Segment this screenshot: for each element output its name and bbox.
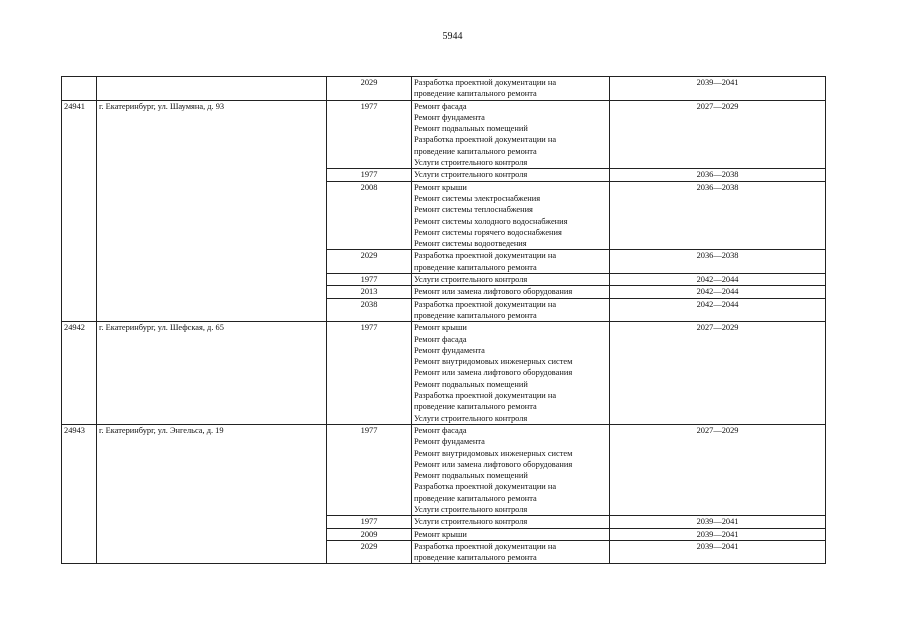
work-item: Разработка проектной документации на	[414, 251, 557, 261]
work-item: Разработка проектной документации на	[414, 299, 557, 309]
period-cell: 2042—2044	[610, 286, 826, 298]
work-item: проведение капитального ремонта	[414, 493, 537, 503]
work-item: Разработка проектной документации на	[414, 135, 557, 145]
work-item: Ремонт крыши	[414, 323, 467, 333]
works-cell	[412, 322, 610, 425]
works-cell	[412, 540, 610, 564]
table-body	[62, 77, 826, 564]
work-item: Ремонт или замена лифтового оборудования	[414, 368, 573, 378]
work-item: проведение капитального ремонта	[414, 146, 537, 156]
works-cell	[412, 286, 610, 298]
year-cell: 2008	[327, 181, 412, 250]
work-item: Ремонт крыши	[414, 182, 467, 192]
period-cell: 2027—2029	[610, 322, 826, 425]
house-id-cell	[62, 77, 97, 101]
work-item: Услуги строительного контроля	[414, 517, 528, 527]
table-row	[62, 100, 826, 169]
work-item: Ремонт фундамента	[414, 112, 485, 122]
work-item: Ремонт крыши	[414, 529, 467, 539]
year-cell: 1977	[327, 169, 412, 181]
work-item: Ремонт системы холодного водоснабжения	[414, 216, 568, 226]
year-cell: 2013	[327, 286, 412, 298]
works-cell	[412, 181, 610, 250]
period-cell: 2042—2044	[610, 274, 826, 286]
work-item: проведение капитального ремонта	[414, 310, 537, 320]
address-cell: г. Екатеринбург, ул. Шаумяна, д. 93	[97, 100, 327, 322]
period-cell: 2042—2044	[610, 298, 826, 322]
work-item: Ремонт или замена лифтового оборудования	[414, 287, 573, 297]
period-cell: 2039—2041	[610, 77, 826, 101]
work-item: Ремонт фасада	[414, 101, 467, 111]
works-cell	[412, 169, 610, 181]
period-cell: 2036—2038	[610, 169, 826, 181]
work-item: Ремонт подвальных помещений	[414, 471, 528, 481]
work-item: Услуги строительного контроля	[414, 504, 528, 514]
house-id-cell: 24941	[62, 100, 97, 322]
work-item: Разработка проектной документации на	[414, 78, 557, 87]
table-row	[62, 77, 826, 101]
work-item: Ремонт системы водоотведения	[414, 239, 527, 249]
work-item: Ремонт или замена лифтового оборудования	[414, 459, 573, 469]
work-item: Ремонт фасада	[414, 425, 467, 435]
period-cell: 2039—2041	[610, 516, 826, 528]
work-item: Разработка проектной документации на	[414, 482, 557, 492]
table-row	[62, 322, 826, 425]
year-cell: 1977	[327, 516, 412, 528]
work-item: Ремонт фасада	[414, 334, 467, 344]
work-item: проведение капитального ремонта	[414, 553, 537, 563]
year-cell: 2029	[327, 250, 412, 274]
house-id-cell: 24942	[62, 322, 97, 425]
works-cell	[412, 250, 610, 274]
work-item: Ремонт системы теплоснабжения	[414, 205, 533, 215]
period-cell: 2039—2041	[610, 528, 826, 540]
work-item: Ремонт подвальных помещений	[414, 124, 528, 134]
work-item: Ремонт системы горячего водоснабжения	[414, 227, 562, 237]
period-cell: 2027—2029	[610, 100, 826, 169]
year-cell: 2038	[327, 298, 412, 322]
address-cell: г. Екатеринбург, ул. Энгельса, д. 19	[97, 424, 327, 564]
table-row	[62, 424, 826, 515]
works-cell	[412, 274, 610, 286]
work-item: Разработка проектной документации на	[414, 391, 557, 401]
period-cell: 2036—2038	[610, 250, 826, 274]
capital-repair-table	[61, 76, 826, 564]
work-item: проведение капитального ремонта	[414, 89, 537, 99]
year-cell: 2009	[327, 528, 412, 540]
year-cell: 1977	[327, 274, 412, 286]
work-item: Ремонт фундамента	[414, 437, 485, 447]
work-item: Ремонт фундамента	[414, 345, 485, 355]
address-cell	[97, 77, 327, 101]
year-cell: 2029	[327, 540, 412, 564]
works-cell	[412, 516, 610, 528]
work-item: Ремонт внутридомовых инженерных систем	[414, 357, 573, 367]
year-cell: 2029	[327, 77, 412, 101]
works-cell	[412, 298, 610, 322]
year-cell: 1977	[327, 100, 412, 169]
works-cell	[412, 100, 610, 169]
works-cell	[412, 528, 610, 540]
works-cell	[412, 77, 610, 101]
work-item: проведение капитального ремонта	[414, 262, 537, 272]
work-item: Услуги строительного контроля	[414, 413, 528, 423]
works-cell	[412, 424, 610, 515]
work-item: проведение капитального ремонта	[414, 402, 537, 412]
year-cell: 1977	[327, 424, 412, 515]
work-item: Ремонт подвальных помещений	[414, 379, 528, 389]
work-item: Ремонт внутридомовых инженерных систем	[414, 448, 573, 458]
period-cell: 2036—2038	[610, 181, 826, 250]
year-cell: 1977	[327, 322, 412, 425]
work-item: Разработка проектной документации на	[414, 541, 557, 551]
work-item: Услуги строительного контроля	[414, 275, 528, 285]
work-item: Ремонт системы электроснабжения	[414, 193, 541, 203]
work-item: Услуги строительного контроля	[414, 170, 528, 180]
period-cell: 2027—2029	[610, 424, 826, 515]
house-id-cell: 24943	[62, 424, 97, 564]
page-number: 5944	[442, 31, 463, 42]
period-cell: 2039—2041	[610, 540, 826, 564]
address-cell: г. Екатеринбург, ул. Шефская, д. 65	[97, 322, 327, 425]
work-item: Услуги строительного контроля	[414, 158, 528, 168]
